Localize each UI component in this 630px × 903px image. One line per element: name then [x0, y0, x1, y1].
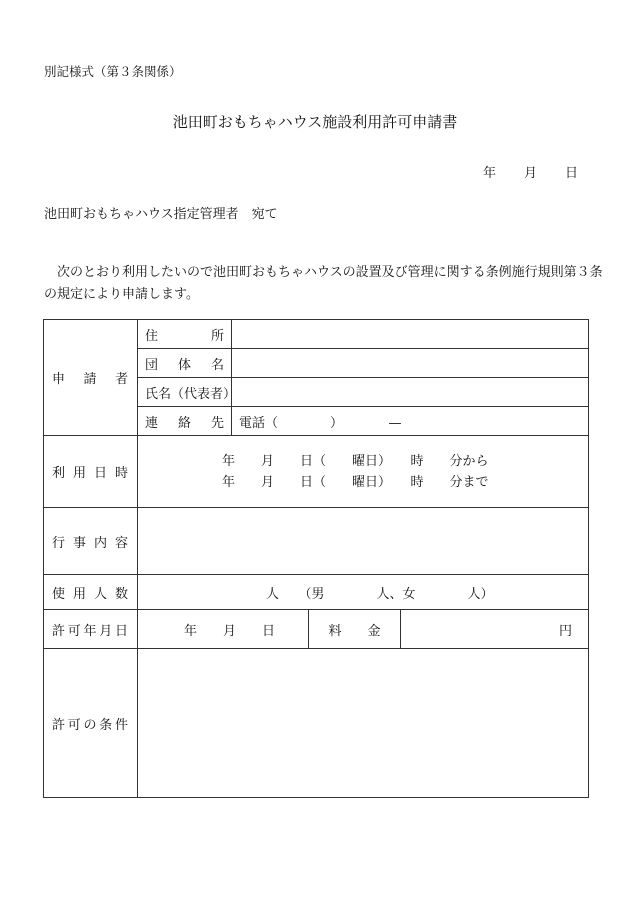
- conditions-label-cell: [44, 649, 138, 798]
- group-name-label-cell: [138, 349, 232, 378]
- permit-date-label: 許 可 年 月 日: [52, 623, 128, 639]
- conditions-field[interactable]: [138, 649, 589, 798]
- attendance-label-cell: [44, 575, 138, 610]
- permit-date-label-cell: [44, 610, 138, 649]
- usage-from-line: 年 月 日（ 曜日） 時 分から: [222, 453, 489, 469]
- attendance-field[interactable]: 人 （男 人、女 人）: [138, 575, 589, 610]
- fee-label: 料 金: [309, 610, 401, 649]
- fee-field[interactable]: 円: [401, 610, 589, 649]
- group-name-field[interactable]: [232, 349, 589, 378]
- event-field[interactable]: [138, 508, 589, 575]
- contact-label: 連 絡 先: [145, 415, 224, 431]
- conditions-label: 許 可 の 条 件: [52, 717, 128, 733]
- body-text: 次のとおり利用したいので池田町おもちゃハウスの設置及び管理に関する条例施行規則第３条の規定により申請します。: [44, 265, 603, 302]
- date-line: [483, 162, 578, 181]
- event-label: 行 事 内 容: [52, 535, 128, 551]
- document-title: 池田町おもちゃハウス施設利用許可申請書: [172, 113, 458, 131]
- usage-datetime-field[interactable]: [138, 436, 589, 508]
- addressee: 池田町おもちゃハウス指定管理者 宛て: [44, 207, 278, 222]
- date-month: 月: [523, 166, 537, 181]
- usage-datetime-label-cell: [44, 436, 138, 508]
- applicant-label-cell: [44, 320, 138, 436]
- date-year: 年: [482, 166, 496, 181]
- date-day: 日: [564, 166, 578, 181]
- group-name-label: 団 体 名: [145, 357, 224, 373]
- usage-to-line: 年 月 日（ 曜日） 時 分まで: [222, 474, 489, 490]
- form-label: 別記様式（第３条関係）: [44, 64, 182, 79]
- permit-date-field[interactable]: 年 月 日: [138, 610, 309, 649]
- representative-label: 氏名（代表者）: [138, 378, 232, 407]
- usage-datetime-label: 利 用 日 時: [52, 466, 128, 481]
- event-label-cell: [44, 508, 138, 575]
- applicant-label: 申 請 者: [52, 372, 128, 387]
- address-label: 住 所: [145, 328, 224, 344]
- application-table: [43, 319, 589, 798]
- representative-field[interactable]: [232, 378, 589, 407]
- address-field[interactable]: [232, 320, 589, 349]
- contact-field[interactable]: 電話（ ） —: [232, 407, 589, 436]
- address-label-cell: [138, 320, 232, 349]
- contact-label-cell: [138, 407, 232, 436]
- attendance-label: 使 用 人 数: [52, 586, 128, 602]
